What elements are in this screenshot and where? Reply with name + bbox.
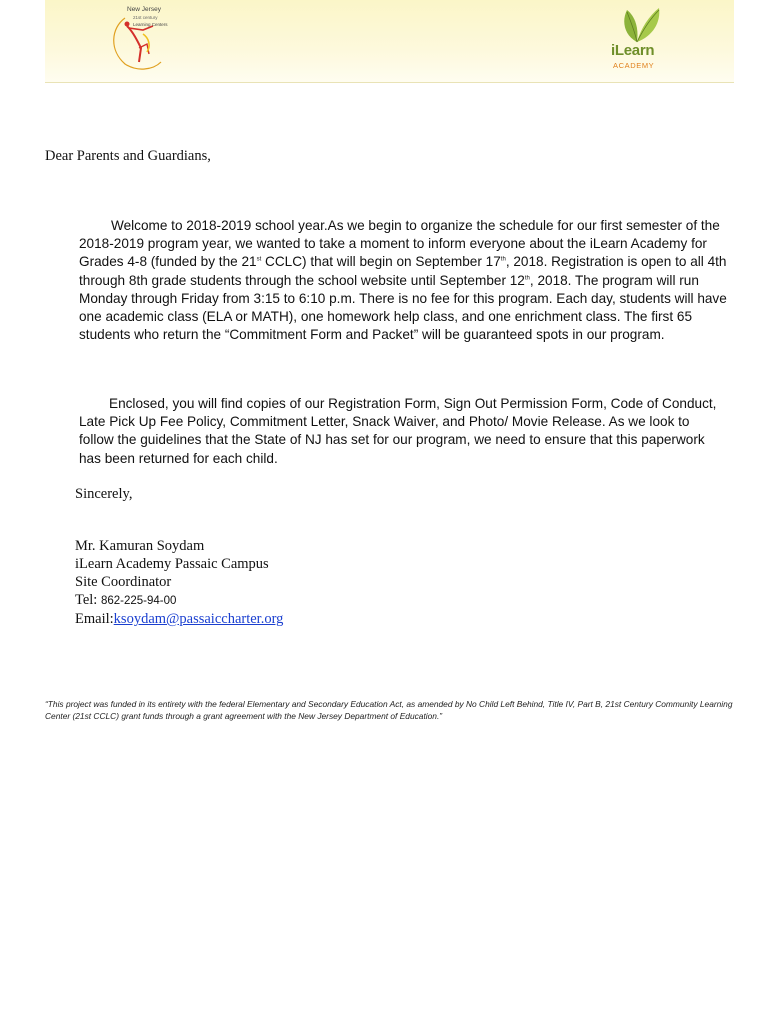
logo-subname: ACADEMY — [613, 61, 655, 70]
paragraph-welcome — [79, 217, 727, 344]
closing: Sincerely, — [75, 486, 133, 502]
leaf-icon — [607, 4, 667, 44]
funding-footnote: “This project was funded in its entirety with the federal Elementary and Secondary Education Act, as amended by No Child Left Behind, Title IV, Part B, 21st Century Community Learning Center (21st CCLC) grant funds through a grant agreement with the New Jersey Department of Education.” — [45, 699, 733, 721]
signer-organization: iLearn Academy Passaic Campus — [75, 556, 269, 572]
greeting: Dear Parents and Guardians, — [45, 148, 211, 164]
letterhead — [45, 0, 734, 83]
paragraph-welcome-text-a: Welcome to 2018-2019 school year.As we begin to organize the schedule for our first semester of the 2018-2019 program year, we wanted to take a moment to inform everyone about the iLearn Academy for Grades 4-8 (funded by the 21 — [79, 218, 720, 270]
tel-label: Tel: — [75, 592, 98, 608]
tel-number: 862-225-94-00 — [100, 595, 177, 607]
ordinal-sup: th — [500, 256, 506, 263]
ordinal-sup: th — [524, 275, 530, 282]
ilearn-academy-logo — [607, 4, 667, 74]
paragraph-enclosed — [79, 395, 727, 468]
nj-21st-century-logo — [103, 4, 175, 74]
email-line — [75, 610, 283, 628]
paragraph-enclosed-text: Enclosed, you will find copies of our Registration Form, Sign Out Permission Form, Code of Conduct, Late Pick Up Fee Policy, Commitment Letter, Snack Waiver, and Photo/ Movie Release. As we look to follow the guidelines that the State of NJ has set for our program, we need to ensure that this paperwork has been returned for each child. — [79, 396, 717, 466]
signer-title: Site Coordinator — [75, 574, 172, 590]
phone-line — [75, 591, 283, 610]
email-label: Email: — [75, 611, 114, 627]
logo-subtitle: 21st century — [133, 15, 158, 20]
logo-name: iLearn — [611, 42, 655, 59]
logo-subtitle-2: Learning Centers — [133, 22, 168, 27]
logo-title: New Jersey — [127, 6, 161, 13]
email-link[interactable]: ksoydam@passaiccharter.org — [113, 611, 284, 627]
paragraph-welcome-text-d: , 2018. The program will run Monday through Friday from 3:15 to 6:10 p.m. There is no fee for this program. Each day, students will have one academic class (ELA or MATH), one homework help class, and one enrichment class. The first 65 students who return the “Commitment Form and Packet” will be guaranteed spots in our program. — [79, 272, 727, 343]
signer-name: Mr. Kamuran Soydam — [75, 538, 205, 554]
ordinal-sup: st — [256, 256, 262, 263]
signature-block — [75, 537, 283, 628]
paragraph-welcome-text-c: , 2018. Registration is open to all 4th through 8th grade students through the school website until September 12 — [79, 254, 727, 288]
paragraph-welcome-text-b: CCLC) that will begin on September 17 — [261, 254, 501, 270]
